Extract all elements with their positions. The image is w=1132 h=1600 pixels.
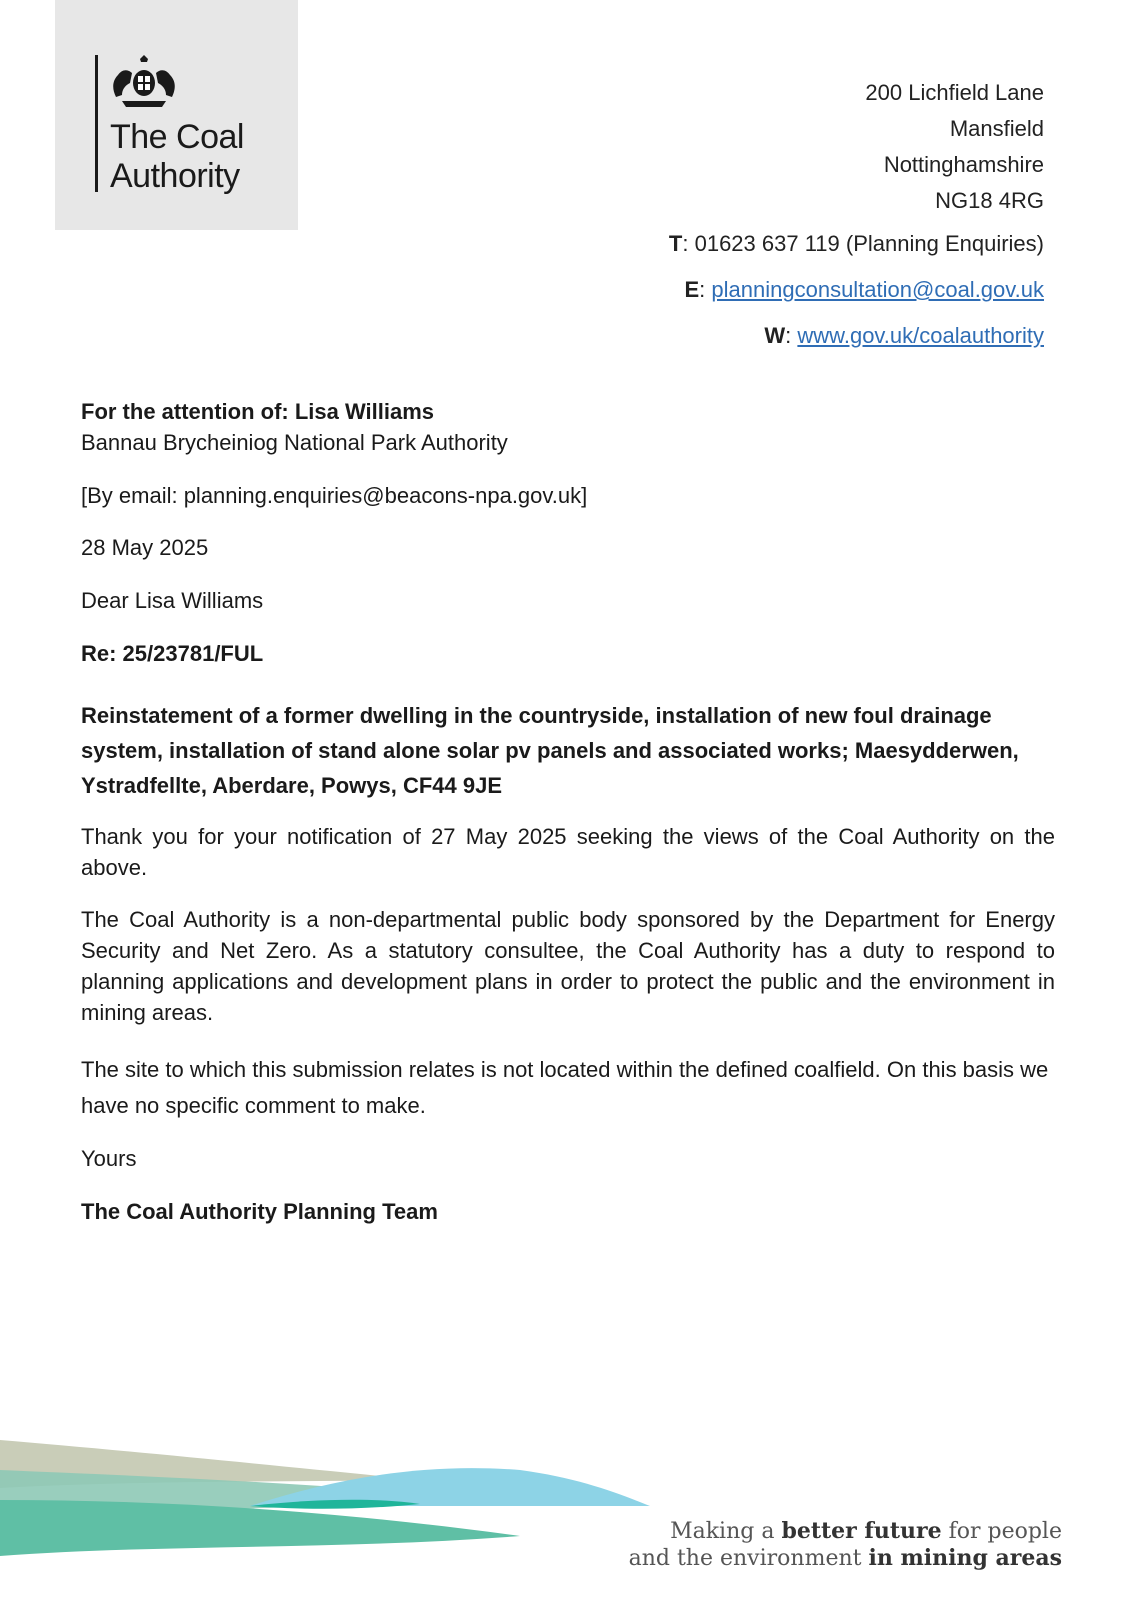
logo-divider	[95, 55, 98, 192]
paragraph-about-authority: The Coal Authority is a non-departmental public body sponsored by the Department for Energy Security and Net Zero. As a statutory consultee, the Coal Authority has a duty to respond to planning applications and development plans in order to protect the public and the environment in mining areas.	[81, 907, 1055, 1025]
address-line: 200 Lichfield Lane	[865, 80, 1044, 105]
logo-line-2: Authority	[110, 157, 240, 195]
telephone-value: 01623 637 119 (Planning Enquiries)	[694, 231, 1044, 256]
address-line: Mansfield	[949, 116, 1044, 141]
sender-address	[865, 75, 1044, 219]
footer-tagline	[629, 1518, 1062, 1572]
email-label: E	[684, 277, 700, 302]
logo-line-1: The Coal	[110, 118, 244, 156]
royal-crest-icon	[110, 55, 178, 111]
paragraph-comment: The site to which this submission relates is not located within the defined coalfield. On this basis we have no specific comment to make.	[81, 1057, 1049, 1118]
letter-date: 28 May 2025	[81, 535, 209, 560]
website-link[interactable]: www.gov.uk/coalauthority	[797, 323, 1044, 348]
closing: Yours	[81, 1146, 137, 1171]
tagline-emphasis: better future	[781, 1518, 942, 1544]
tagline-line-2	[629, 1545, 1062, 1572]
tagline-text: for people	[941, 1519, 1062, 1544]
website-label: W	[764, 323, 786, 348]
email: E: planningconsultation@coal.gov.uk	[684, 277, 1044, 302]
tagline-line-1	[629, 1518, 1062, 1545]
tagline-text: and the environment	[628, 1546, 869, 1571]
address-line: Nottinghamshire	[883, 152, 1044, 177]
telephone: T: 01623 637 119 (Planning Enquiries)	[668, 231, 1044, 256]
signature: The Coal Authority Planning Team	[81, 1199, 438, 1224]
logo-wordmark	[110, 118, 244, 196]
website: W: www.gov.uk/coalauthority	[764, 323, 1044, 348]
email-link[interactable]: planningconsultation@coal.gov.uk	[711, 277, 1044, 302]
recipient-email: [By email: planning.enquiries@beacons-npa.gov.uk]	[81, 483, 588, 508]
tagline-text: Making a	[670, 1519, 782, 1544]
tagline-emphasis: in mining areas	[868, 1545, 1062, 1571]
salutation: Dear Lisa Williams	[81, 588, 264, 613]
recipient-organisation: Bannau Brycheiniog National Park Authority	[81, 430, 508, 455]
footer-waves	[0, 1440, 660, 1600]
subject: Reinstatement of a former dwelling in the countryside, installation of new foul drainage system, installation of stand alone solar pv panels and associated works; Maesydderwen, Ystradfellte, Aberdare, Powys, CF44 9JE	[81, 703, 1019, 798]
address-line: NG18 4RG	[935, 188, 1044, 213]
telephone-label: T	[668, 231, 683, 256]
attention-line: For the attention of: Lisa Williams	[81, 399, 435, 424]
reference: Re: 25/23781/FUL	[81, 641, 264, 666]
paragraph-notification: Thank you for your notification of 27 May 2025 seeking the views of the Coal Authority on the above.	[81, 824, 1055, 880]
